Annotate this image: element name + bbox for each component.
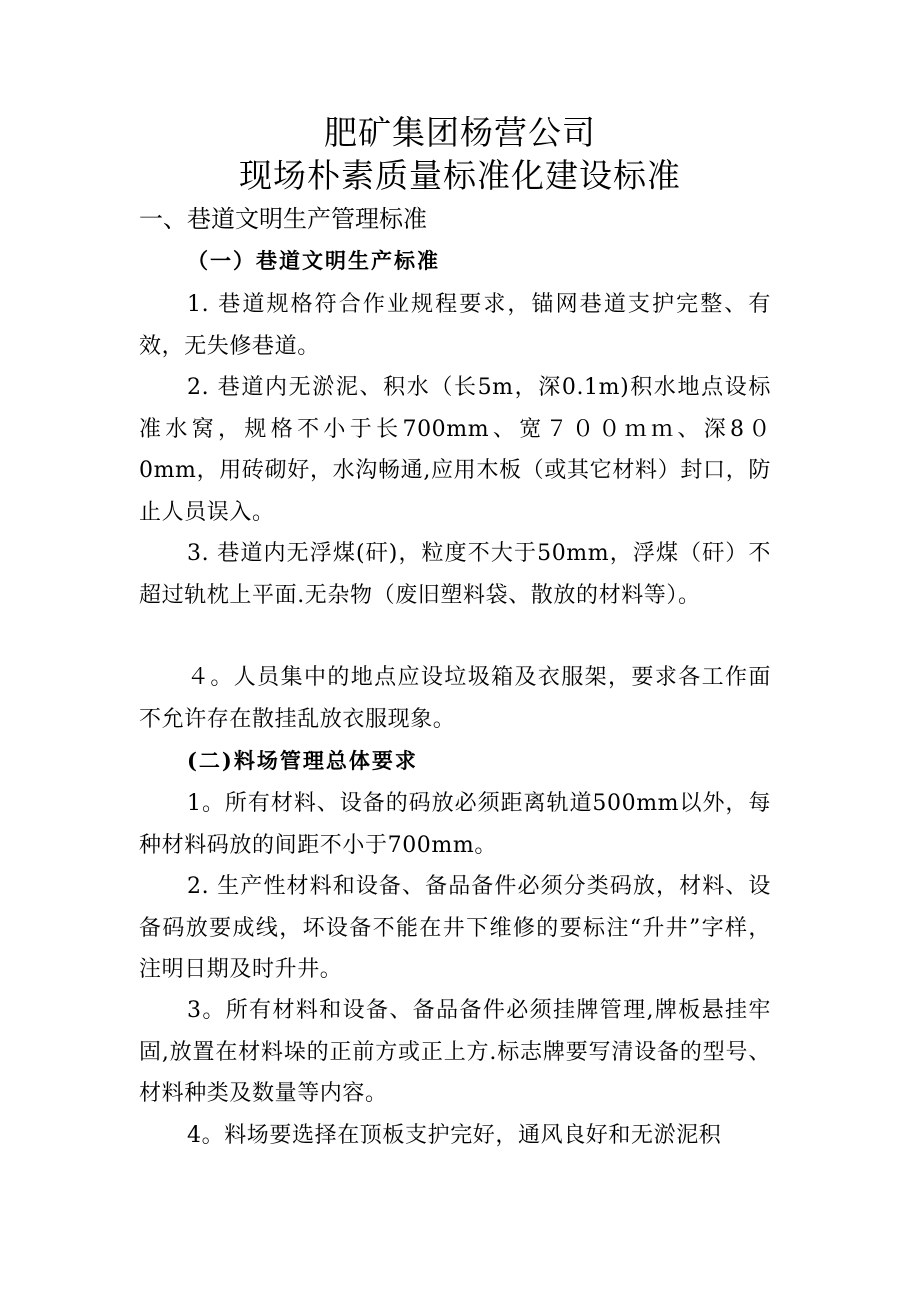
subsection-heading-2: (二)料场管理总体要求: [187, 748, 418, 773]
document-title-line2: 现场朴素质量标准化建设标准: [239, 156, 681, 195]
paragraph-1-3: 3. 巷道内无浮煤(矸)，粒度不大于50mm，浮煤（矸）不超过轨枕上平面.无杂物（废旧塑料袋、散放的材料等）。: [139, 541, 771, 608]
paragraph-2-1: 1。所有材料、设备的码放必须距离轨道500mm以外，每种材料码放的间距不小于700mm。: [139, 791, 771, 858]
subsection-heading-1: （一）巷道文明生产标准: [187, 248, 440, 273]
paragraph-1-1: 1. 巷道规格符合作业规程要求，锚网巷道支护完整、有效，无失修巷道。: [139, 292, 771, 359]
paragraph-2-4: 4。料场要选择在顶板支护完好，通风良好和无淤泥积: [187, 1123, 722, 1148]
document-title-line1: 肥矿集团杨营公司: [324, 113, 596, 152]
paragraph-1-2: 2. 巷道内无淤泥、积水（长5m，深0.1m)积水地点设标准水窝，规格不小于长700mm、宽７００ｍｍ、深8０0mm，用砖砌好，水沟畅通,应用木板（或其它材料）封口，防止人员误入。: [139, 375, 771, 525]
paragraph-2-2: 2. 生产性材料和设备、备品备件必须分类码放，材料、设备码放要成线，坏设备不能在井下维修的要标注“升井”字样，注明日期及时升井。: [139, 874, 771, 982]
section-heading: 一、巷道文明生产管理标准: [139, 205, 427, 233]
paragraph-1-4: ４。人员集中的地点应设垃圾箱及衣服架，要求各工作面不允许存在散挂乱放衣服现象。: [139, 665, 771, 732]
paragraph-2-3: 3。所有材料和设备、备品备件必须挂牌管理,牌板悬挂牢固,放置在材料垛的正前方或正上方.标志牌要写清设备的型号、材料种类及数量等内容。: [139, 998, 771, 1106]
